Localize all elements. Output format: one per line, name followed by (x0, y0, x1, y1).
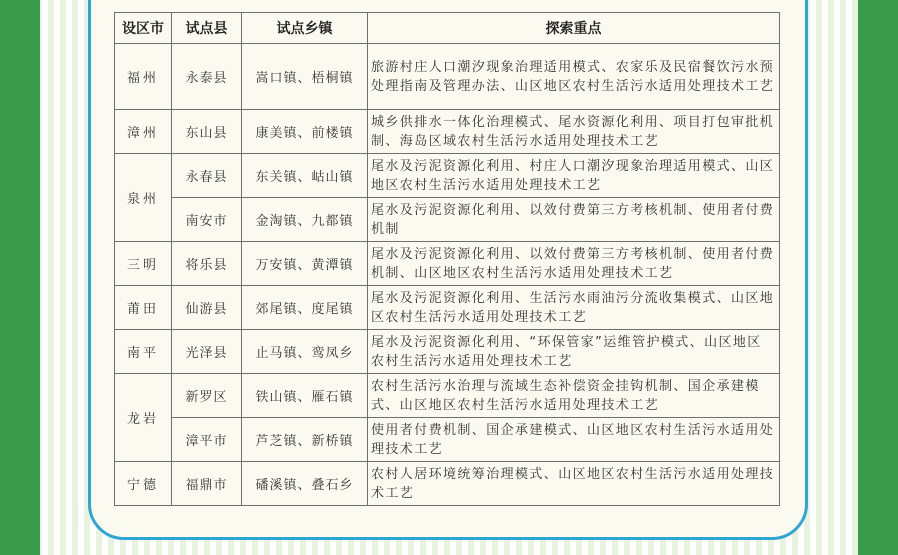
cell-county: 光泽县 (172, 330, 242, 374)
header-county: 试点县 (172, 13, 242, 44)
cell-focus: 城乡供排水一体化治理模式、尾水资源化利用、项目打包审批机制、海岛区域农村生活污水适用处理技术工艺 (368, 110, 780, 154)
cell-focus: 尾水及污泥资源化利用、“环保管家”运维管护模式、山区地区农村生活污水适用处理技术工艺 (368, 330, 780, 374)
table-row (115, 330, 780, 374)
cell-county: 南安市 (172, 198, 242, 242)
cell-focus: 尾水及污泥资源化利用、生活污水雨油污分流收集模式、山区地区农村生活污水适用处理技术工艺 (368, 286, 780, 330)
table-row (115, 418, 780, 462)
cell-county: 漳平市 (172, 418, 242, 462)
cell-city: 三明 (115, 242, 172, 286)
header-city: 设区市 (115, 13, 172, 44)
cell-county: 仙游县 (172, 286, 242, 330)
cell-focus: 尾水及污泥资源化利用、村庄人口潮汐现象治理适用模式、山区地区农村生活污水适用处理技术工艺 (368, 154, 780, 198)
cell-county: 将乐县 (172, 242, 242, 286)
right-green-border (858, 0, 898, 555)
cell-town: 万安镇、黄潭镇 (242, 242, 368, 286)
left-green-border (0, 0, 40, 555)
table-row (115, 44, 780, 110)
cell-city: 莆田 (115, 286, 172, 330)
cell-town: 金淘镇、九都镇 (242, 198, 368, 242)
cell-focus: 使用者付费机制、国企承建模式、山区地区农村生活污水适用处理技术工艺 (368, 418, 780, 462)
cell-city: 宁德 (115, 462, 172, 506)
cell-county: 福鼎市 (172, 462, 242, 506)
cell-town: 郊尾镇、度尾镇 (242, 286, 368, 330)
cell-focus: 尾水及污泥资源化利用、以效付费第三方考核机制、使用者付费机制 (368, 198, 780, 242)
table-row (115, 154, 780, 198)
cell-county: 永春县 (172, 154, 242, 198)
cell-town: 磻溪镇、叠石乡 (242, 462, 368, 506)
table-row (115, 110, 780, 154)
cell-town: 铁山镇、雁石镇 (242, 374, 368, 418)
cell-focus: 旅游村庄人口潮汐现象治理适用模式、农家乐及民宿餐饮污水预处理指南及管理办法、山区地区农村生活污水适用处理技术工艺 (368, 44, 780, 110)
cell-town: 康美镇、前楼镇 (242, 110, 368, 154)
cell-county: 新罗区 (172, 374, 242, 418)
table-row (115, 198, 780, 242)
table-row (115, 242, 780, 286)
cell-town: 芦芝镇、新桥镇 (242, 418, 368, 462)
cell-city: 漳州 (115, 110, 172, 154)
cell-city: 龙岩 (115, 374, 172, 462)
cell-focus: 农村生活污水治理与流域生态补偿资金挂钩机制、国企承建模式、山区地区农村生活污水适用处理技术工艺 (368, 374, 780, 418)
header-town: 试点乡镇 (242, 13, 368, 44)
header-focus: 探索重点 (368, 13, 780, 44)
cell-town: 止马镇、鸾凤乡 (242, 330, 368, 374)
cell-town: 嵩口镇、梧桐镇 (242, 44, 368, 110)
cell-focus: 尾水及污泥资源化利用、以效付费第三方考核机制、使用者付费机制、山区地区农村生活污水适用处理技术工艺 (368, 242, 780, 286)
cell-city: 南平 (115, 330, 172, 374)
cell-town: 东关镇、岵山镇 (242, 154, 368, 198)
table-row (115, 462, 780, 506)
pilot-table (114, 12, 780, 506)
table-header-row (115, 13, 780, 44)
table-row (115, 286, 780, 330)
cell-county: 永泰县 (172, 44, 242, 110)
cell-city: 福州 (115, 44, 172, 110)
table-row (115, 374, 780, 418)
cell-city: 泉州 (115, 154, 172, 242)
cell-focus: 农村人居环境统筹治理模式、山区地区农村生活污水适用处理技术工艺 (368, 462, 780, 506)
cell-county: 东山县 (172, 110, 242, 154)
